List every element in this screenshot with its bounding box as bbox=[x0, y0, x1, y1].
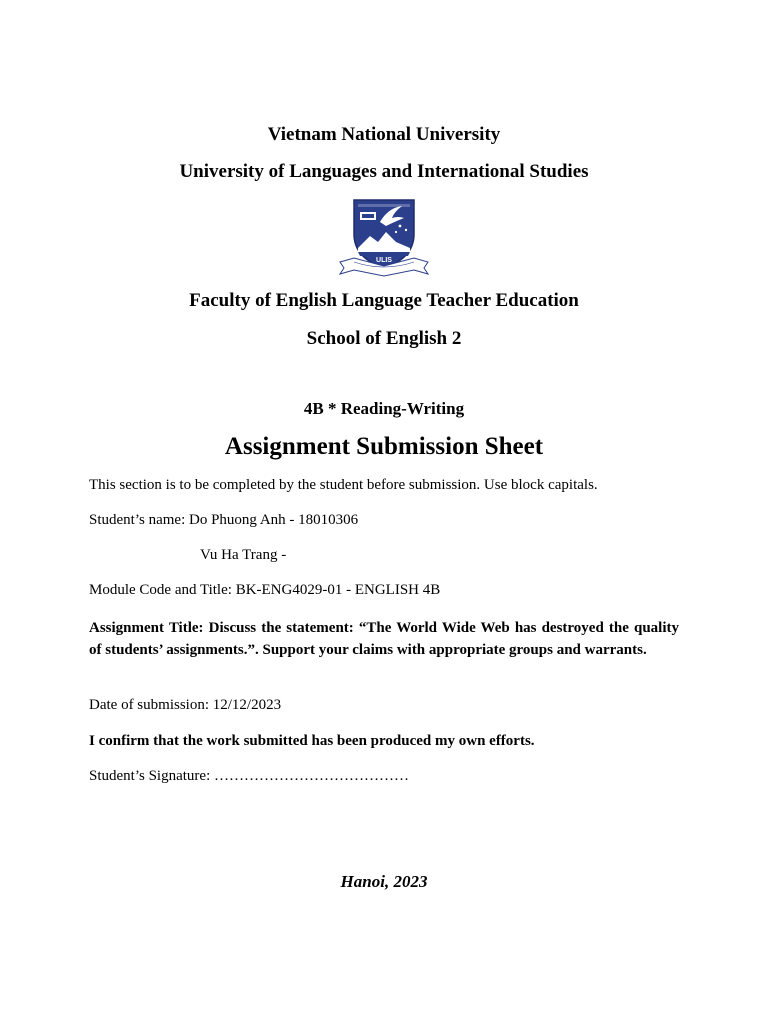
school-name: School of English 2 bbox=[306, 328, 462, 349]
module-label: Module Code and Title: bbox=[89, 582, 232, 598]
date-line bbox=[89, 697, 281, 714]
university-name: Vietnam National University bbox=[267, 124, 501, 145]
confirmation-statement: I confirm that the work submitted has been produced my own efforts. bbox=[89, 733, 535, 749]
student-name-1: Do Phuong Anh - 18010306 bbox=[189, 512, 359, 528]
module-line bbox=[89, 582, 440, 599]
ulis-crest-icon bbox=[336, 196, 432, 278]
signature-label: Student’s Signature: bbox=[89, 768, 211, 784]
date-value: 12/12/2023 bbox=[212, 697, 282, 713]
assignment-title: Assignment Title: Discuss the statement: “The World Wide Web has destroyed the quality of students’ assignments.”. Support your claims with appropriate groups and warrants. bbox=[89, 620, 679, 658]
place-date: Hanoi, 2023 bbox=[340, 872, 428, 891]
faculty-name: Faculty of English Language Teacher Education bbox=[189, 290, 579, 311]
sheet-title: Assignment Submission Sheet bbox=[224, 433, 544, 460]
date-label: Date of submission: bbox=[89, 697, 209, 713]
module-value: BK-ENG4029-01 - ENGLISH 4B bbox=[235, 582, 441, 598]
student-name-line bbox=[89, 512, 358, 529]
instruction-text: This section is to be completed by the student before submission. Use block capitals. bbox=[89, 477, 598, 493]
signature-line bbox=[89, 768, 409, 785]
student-name-2: Vu Ha Trang - bbox=[200, 547, 287, 563]
institute-name: University of Languages and International Studies bbox=[179, 161, 589, 182]
logo-abbreviation: ULIS bbox=[376, 257, 392, 264]
course-name: 4B * Reading-Writing bbox=[303, 399, 465, 418]
signature-placeholder: ………………………………… bbox=[214, 768, 409, 784]
student-name-label: Student’s name: bbox=[89, 512, 186, 528]
